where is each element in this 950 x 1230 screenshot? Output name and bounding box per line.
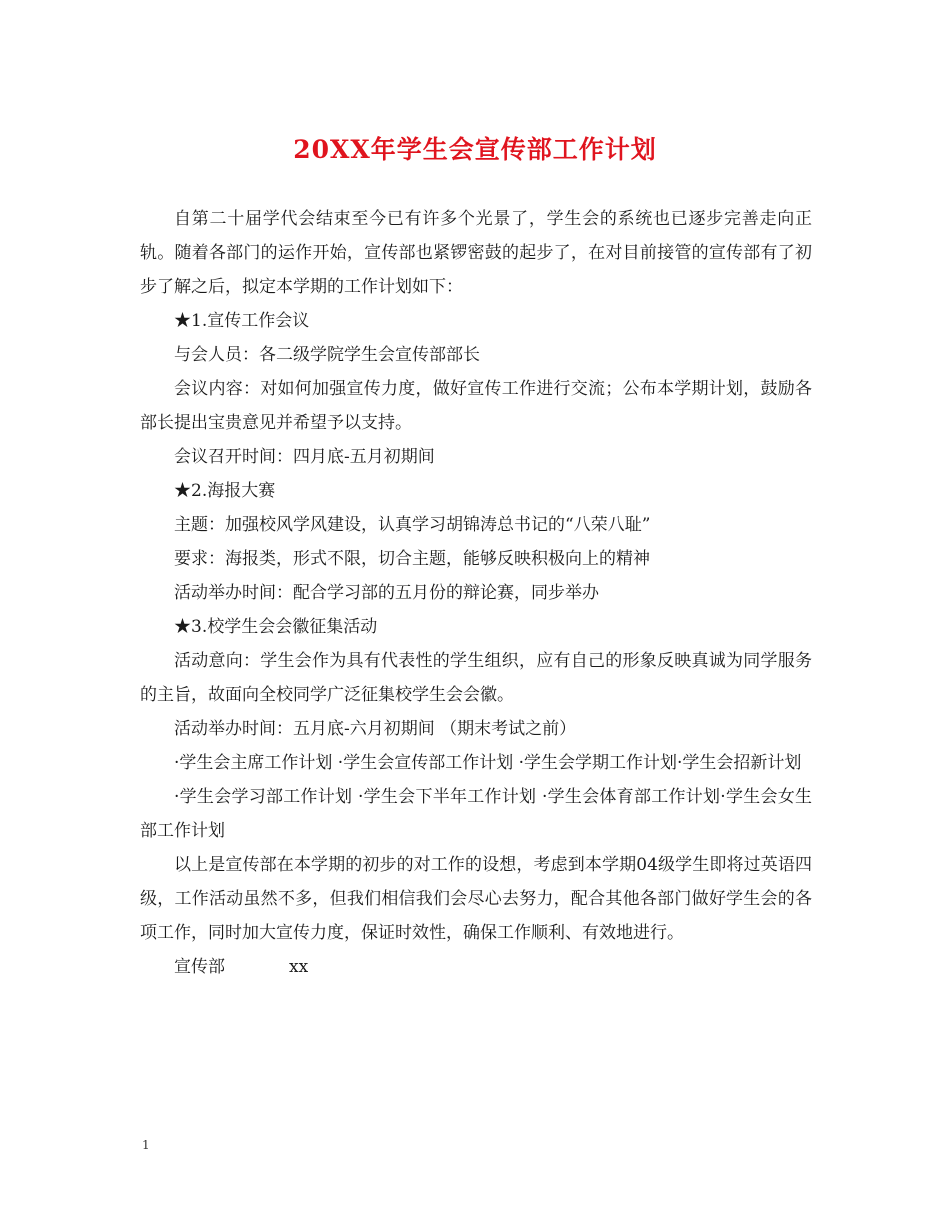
section-2-requirement: 要求：海报类，形式不限，切合主题，能够反映积极向上的精神 — [174, 549, 650, 569]
related-links-1[interactable]: ·学生会主席工作计划 ·学生会宣传部工作计划 ·学生会学期工作计划·学生会招新计划 — [174, 753, 802, 773]
section-1-time: 会议召开时间：四月底-五月初期间 — [174, 447, 435, 467]
signature-line — [140, 950, 812, 984]
section-2-heading: ★2.海报大赛 — [174, 481, 276, 501]
document-title: 20XX年学生会宣传部工作计划 — [293, 135, 657, 164]
page-number: 1 — [142, 1138, 150, 1152]
section-1-attendees: 与会人员：各二级学院学生会宣传部部长 — [174, 345, 480, 365]
section-3-heading: ★3.校学生会会徽征集活动 — [174, 617, 378, 637]
intro-paragraph: 自第二十届学代会结束至今已有许多个光景了，学生会的系统也已逐步完善走向正轨。随着各部门的运作开始，宣传部也紧锣密鼓的起步了，在对目前接管的宣传部有了初步了解之后，拟定本学期的工作计划如下： — [140, 209, 812, 297]
section-3-time: 活动举办时间：五月底-六月初期间 （期末考试之前） — [174, 719, 577, 739]
signature-department: 宣传部 — [174, 957, 225, 977]
section-1-content: 会议内容：对如何加强宣传力度，做好宣传工作进行交流；公布本学期计划，鼓励各部长提出宝贵意见并希望予以支持。 — [140, 379, 812, 433]
conclusion-paragraph: 以上是宣传部在本学期的初步的对工作的设想，考虑到本学期04级学生即将过英语四级，工作活动虽然不多，但我们相信我们会尽心去努力，配合其他各部门做好学生会的各项工作，同时加大宣传力度，保证时效性，确保工作顺利、有效地进行。 — [140, 855, 812, 943]
section-2-time: 活动举办时间：配合学习部的五月份的辩论赛，同步举办 — [174, 583, 599, 603]
document-body — [140, 202, 812, 984]
section-1-heading: ★1.宣传工作会议 — [174, 311, 310, 331]
related-links-2[interactable]: ·学生会学习部工作计划 ·学生会下半年工作计划 ·学生会体育部工作计划·学生会女生部工作计划 — [140, 787, 812, 841]
signature-name: xx — [289, 957, 309, 977]
section-2-theme: 主题：加强校风学风建设，认真学习胡锦涛总书记的“八荣八耻” — [174, 515, 651, 535]
section-3-intent: 活动意向：学生会作为具有代表性的学生组织，应有自己的形象反映真诚为同学服务的主旨，故面向全校同学广泛征集校学生会会徽。 — [140, 651, 812, 705]
